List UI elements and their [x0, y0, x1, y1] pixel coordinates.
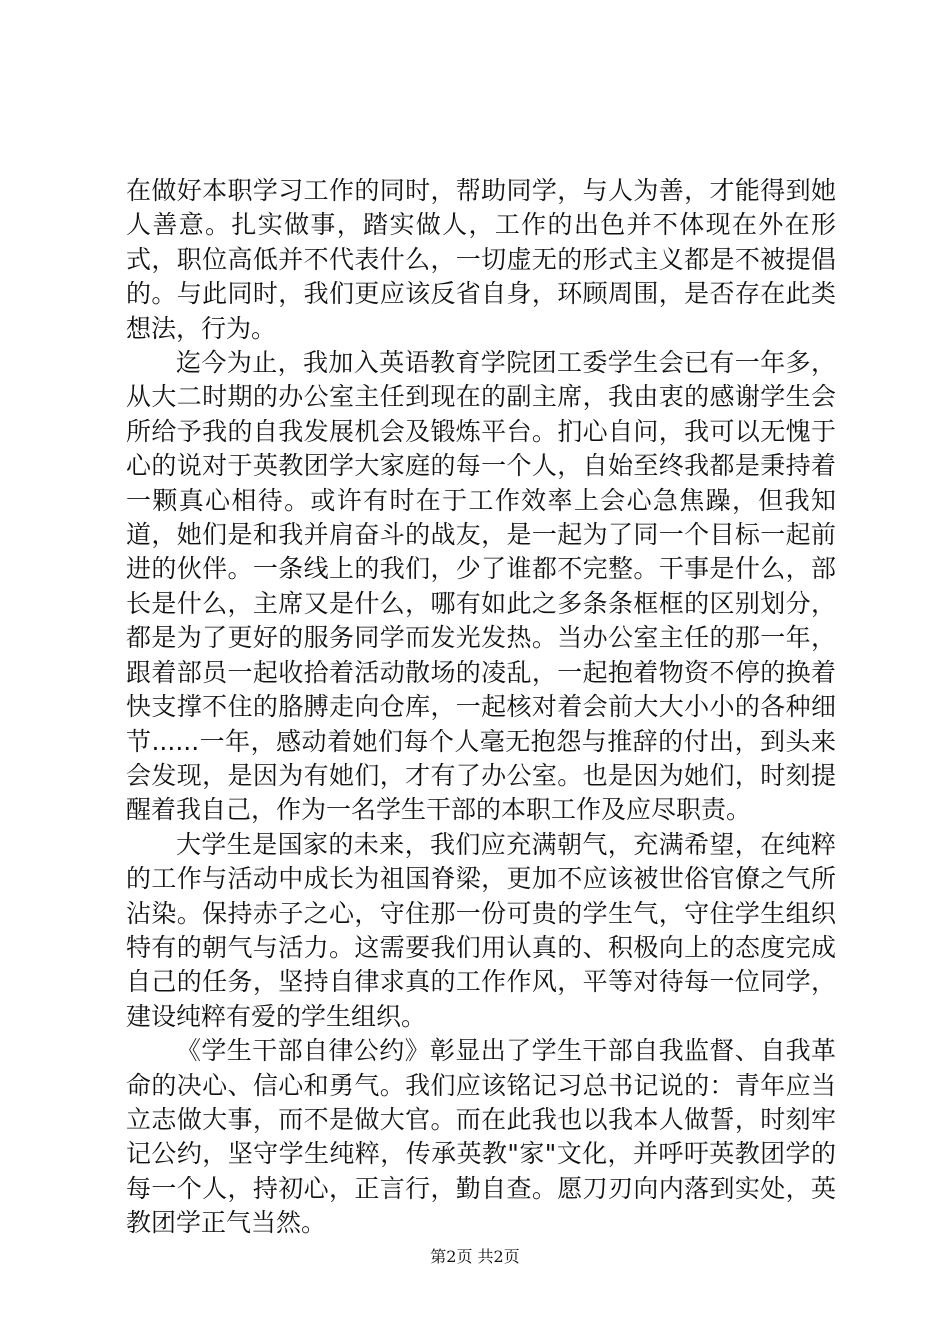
paragraph-2: 迄今为止，我加入英语教育学院团工委学生会已有一年多，从大二时期的办公室主任到现在的副主席，我由衷的感谢学生会所给予我的自我发展机会及锻炼平台。扪心自问，我可以无愧于心的说对于英教团学大家庭的每一个人，自始至终我都是秉持着一颗真心相待。或许有时在于工作效率上会心急焦躁，但我知道，她们是和我并肩奋斗的战友，是一起为了同一个目标一起前进的伙伴。一条线上的我们，少了谁都不完整。干事是什么，部长是什么，主席又是什么，哪有如此之多条条框框的区别划分，都是为了更好的服务同学而发光发热。当办公室主任的那一年，跟着部员一起收拾着活动散场的凌乱，一起抱着物资不停的换着快支撑不住的胳膊走向仓库，一起核对着会前大大小小的各种细节......一年，感动着她们每个人毫无抱怨与推辞的付出，到头来会发现，是因为有她们，才有了办公室。也是因为她们，时刻提醒着我自己，作为一名学生干部的本职工作及应尽职责。: [126, 348, 836, 825]
paragraph-4: 《学生干部自律公约》彰显出了学生干部自我监督、自我革命的决心、信心和勇气。我们应该铭记习总书记说的：青年应当立志做大事，而不是做大官。而在此我也以我本人做誓，时刻牢记公约，坚守学生纯粹，传承英教"家"文化，并呼吁英教团学的每一个人，持初心，正言行，勤自查。愿刀刃向内落到实处，英教团学正气当然。: [126, 1036, 836, 1238]
paragraph-1: 在做好本职学习工作的同时，帮助同学，与人为善，才能得到她人善意。扎实做事，踏实做人，工作的出色并不体现在外在形式，职位高低并不代表什么，一切虚无的形式主义都是不被提倡的。与此同时，我们更应该反省自身，环顾周围，是否存在此类想法，行为。: [126, 176, 836, 343]
page-number-footer: 第2页 共2页: [430, 1247, 520, 1266]
document-body: [126, 174, 836, 1241]
paragraph-3: 大学生是国家的未来，我们应充满朝气，充满希望，在纯粹的工作与活动中成长为祖国脊梁，更加不应该被世俗官僚之气所沾染。保持赤子之心，守住那一份可贵的学生气，守住学生组织特有的朝气与活力。这需要我们用认真的、积极向上的态度完成自己的任务，坚持自律求真的工作作风，平等对待每一位同学，建设纯粹有爱的学生组织。: [126, 829, 836, 1031]
